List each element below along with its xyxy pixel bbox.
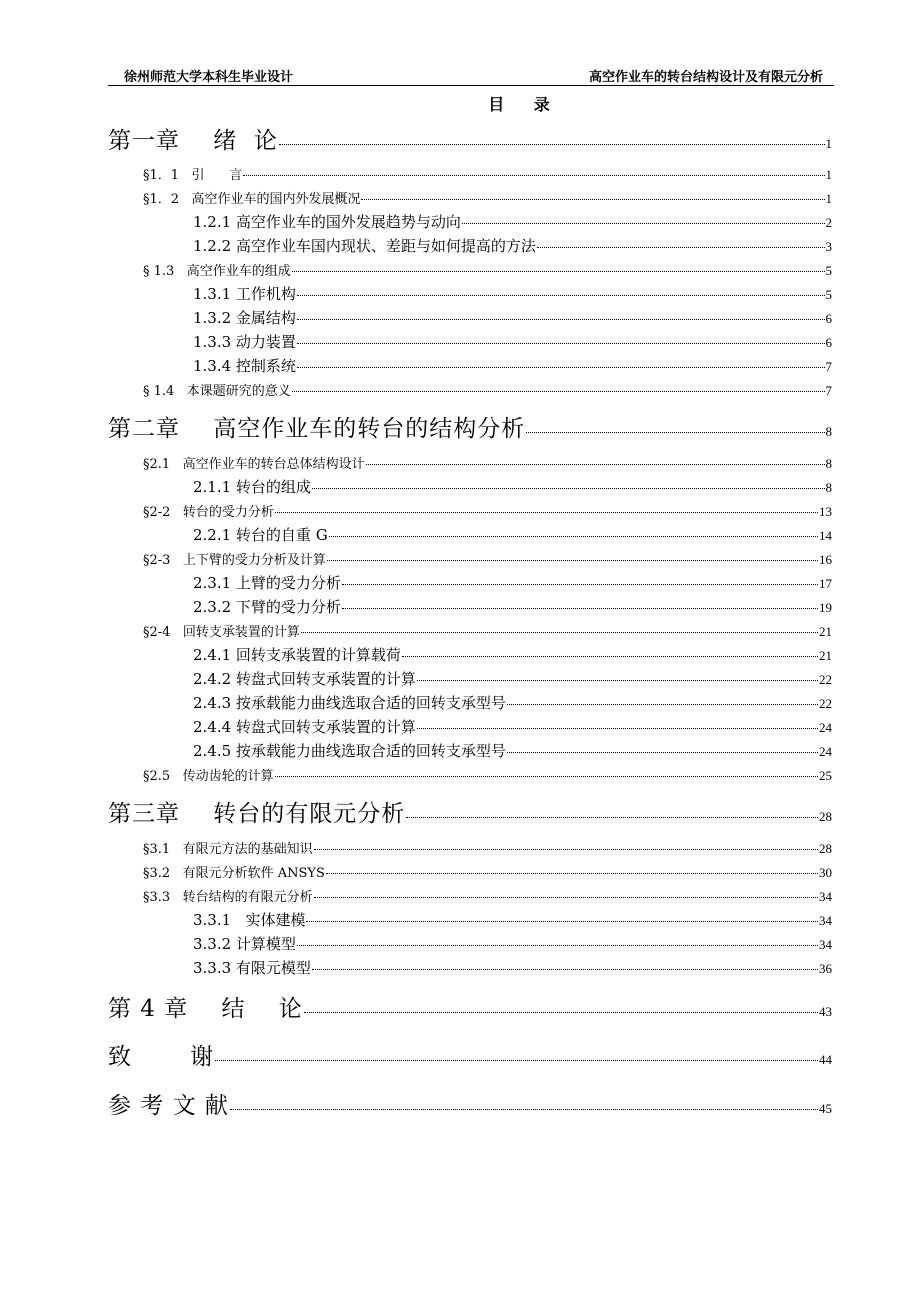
toc-subsection[interactable] — [193, 283, 832, 304]
toc-subsection[interactable] — [193, 476, 832, 497]
dot-leader — [366, 464, 825, 465]
toc-subsection[interactable] — [193, 692, 832, 713]
toc-entry-label: 第三章 转台的有限元分析 — [108, 801, 406, 827]
toc-entry-label: 1.3.4 控制系统 — [193, 357, 296, 375]
dot-leader — [297, 295, 825, 296]
dot-leader — [301, 632, 818, 633]
toc-subsection[interactable] — [193, 211, 832, 232]
toc-page-number: 16 — [819, 552, 832, 567]
dot-leader — [312, 969, 818, 970]
toc-section[interactable] — [143, 164, 832, 183]
dot-leader — [329, 536, 818, 537]
toc-page-number: 13 — [819, 504, 832, 519]
toc-page-number: 45 — [819, 1101, 832, 1116]
toc-subsection[interactable] — [193, 524, 832, 545]
toc-subsection[interactable] — [193, 572, 832, 593]
toc-entry-label: §3.2 有限元分析软件 ANSYS — [143, 866, 325, 881]
toc-page-number: 17 — [819, 576, 832, 591]
dot-leader — [462, 223, 825, 224]
dot-leader — [402, 656, 818, 657]
dot-leader — [417, 680, 818, 681]
toc-subsection[interactable] — [193, 957, 832, 978]
dot-leader — [304, 1012, 818, 1013]
toc-page-number: 8 — [825, 424, 832, 439]
toc-page-number: 24 — [819, 744, 832, 759]
toc-page-number: 1 — [825, 191, 832, 206]
toc-entry-label: §3.1 有限元方法的基础知识 — [143, 842, 313, 857]
toc-entry-label: §2-3 上下臂的受力分析及计算 — [143, 553, 326, 568]
toc-page-number: 22 — [819, 696, 832, 711]
toc-section[interactable] — [143, 188, 832, 207]
toc-subsection[interactable] — [193, 933, 832, 954]
dot-leader — [292, 391, 825, 392]
toc-entry-label: 1.3.3 动力装置 — [193, 333, 296, 351]
toc-section[interactable] — [143, 886, 832, 905]
toc-entry-label: 参 考 文 献 — [108, 1093, 229, 1119]
toc-subsection[interactable] — [193, 668, 832, 689]
toc-entry-label: 第一章 绪 论 — [108, 128, 278, 154]
toc-page-number: 28 — [819, 841, 832, 856]
dot-leader — [215, 1060, 818, 1061]
toc-subsection[interactable] — [193, 596, 832, 617]
dot-leader — [406, 817, 818, 818]
dot-leader — [342, 608, 818, 609]
toc-entry-label: 致 谢 — [108, 1044, 215, 1070]
toc-entry-label: §2-4 回转支承装置的计算 — [143, 625, 300, 640]
header-right-text: 高空作业车的转台结构设计及有限元分析 — [588, 70, 823, 85]
toc-page-number: 8 — [825, 480, 832, 495]
toc-page-number: 8 — [825, 456, 832, 471]
dot-leader — [306, 921, 818, 922]
toc-page-number: 21 — [819, 624, 832, 639]
toc-page-number: 25 — [819, 768, 832, 783]
header-divider — [108, 85, 834, 86]
toc-entry-label: 1.2.1 高空作业车的国外发展趋势与动向 — [193, 213, 461, 231]
toc-subsection[interactable] — [193, 355, 832, 376]
toc-section[interactable] — [143, 453, 832, 472]
toc-page-number: 6 — [825, 311, 832, 326]
dot-leader — [230, 1109, 818, 1110]
dot-leader — [417, 728, 818, 729]
toc-section[interactable] — [143, 260, 832, 279]
toc-chapter-4[interactable] — [108, 990, 832, 1023]
toc-chapter-1[interactable] — [108, 122, 832, 155]
toc-page-number: 14 — [819, 528, 832, 543]
dot-leader — [279, 144, 825, 145]
toc-entry-label: 2.2.1 转台的自重 G — [193, 526, 328, 544]
dot-leader — [297, 945, 818, 946]
toc-page-number: 43 — [819, 1004, 832, 1019]
toc-page-number: 34 — [819, 889, 832, 904]
toc-entry-label: §1．2 高空作业车的国内外发展概况 — [143, 192, 361, 207]
toc-page-number: 5 — [825, 263, 832, 278]
toc-entry-label: 2.4.1 回转支承装置的计算载荷 — [193, 646, 401, 664]
toc-page-number: 34 — [819, 913, 832, 928]
toc-page-number: 44 — [819, 1052, 832, 1067]
toc-entry-label: §3.3 转台结构的有限元分析 — [143, 890, 313, 905]
toc-page-number: 2 — [825, 215, 832, 230]
dot-leader — [312, 488, 825, 489]
dot-leader — [292, 271, 825, 272]
toc-entry-label: 第 4 章 结 论 — [108, 996, 303, 1022]
toc-entry-label: §1．1 引 言 — [143, 168, 243, 183]
toc-entry-label: 1.3.2 金属结构 — [193, 309, 296, 327]
toc-subsection[interactable] — [193, 740, 832, 761]
toc-page-number: 7 — [825, 383, 832, 398]
toc-section[interactable] — [143, 501, 832, 520]
toc-subsection[interactable] — [193, 716, 832, 737]
toc-section[interactable] — [143, 380, 832, 399]
toc-references[interactable] — [108, 1087, 832, 1120]
dot-leader — [507, 704, 818, 705]
toc-page-number: 28 — [819, 809, 832, 824]
toc-entry-label: 1.2.2 高空作业车国内现状、差距与如何提高的方法 — [193, 237, 536, 255]
dot-leader — [275, 776, 818, 777]
dot-leader — [314, 897, 818, 898]
dot-leader — [297, 367, 825, 368]
dot-leader — [537, 247, 825, 248]
toc-subsection[interactable] — [193, 644, 832, 665]
toc-entry-label: 2.4.5 按承载能力曲线选取合适的回转支承型号 — [193, 742, 506, 760]
toc-page-number: 21 — [819, 648, 832, 663]
toc-entry-label: 2.3.2 下臂的受力分析 — [193, 598, 341, 616]
toc-chapter-3[interactable] — [108, 795, 832, 828]
toc-page-number: 1 — [825, 136, 832, 151]
toc-entry-label: 2.1.1 转台的组成 — [193, 478, 311, 496]
toc-section[interactable] — [143, 838, 832, 857]
dot-leader — [314, 849, 818, 850]
toc-entry-label: §2.5 传动齿轮的计算 — [143, 769, 274, 784]
dot-leader — [327, 560, 818, 561]
toc-page-number: 19 — [819, 600, 832, 615]
toc-entry-label: 第二章 高空作业车的转台的结构分析 — [108, 416, 526, 442]
toc-chapter-2[interactable] — [108, 410, 832, 443]
toc-page-number: 36 — [819, 961, 832, 976]
toc-entry-label: 3.3.3 有限元模型 — [193, 959, 311, 977]
toc-page-number: 7 — [825, 359, 832, 374]
toc-section[interactable] — [143, 549, 832, 568]
toc-entry-label: 1.3.1 工作机构 — [193, 285, 296, 303]
toc-page-number: 1 — [825, 167, 832, 182]
toc-entry-label: § 1.4 本课题研究的意义 — [143, 384, 291, 399]
toc-page-number: 34 — [819, 937, 832, 952]
toc-entry-label: 3.3.1 实体建模 — [193, 911, 306, 929]
dot-leader — [342, 584, 818, 585]
toc-entry-label: 3.3.2 计算模型 — [193, 935, 296, 953]
toc-title: 目 录 — [488, 95, 562, 114]
dot-leader — [297, 343, 825, 344]
toc-subsection[interactable] — [193, 909, 832, 930]
toc-entry-label: 2.4.3 按承载能力曲线选取合适的回转支承型号 — [193, 694, 506, 712]
dot-leader — [297, 319, 825, 320]
toc-entry-label: 2.4.4 转盘式回转支承装置的计算 — [193, 718, 416, 736]
toc-page-number: 3 — [825, 239, 832, 254]
toc-entry-label: §2.1 高空作业车的转台总体结构设计 — [143, 457, 365, 472]
dot-leader — [275, 512, 818, 513]
toc-page-number: 6 — [825, 335, 832, 350]
toc-subsection[interactable] — [193, 331, 832, 352]
toc-acknowledgements[interactable] — [108, 1038, 832, 1071]
dot-leader — [507, 752, 818, 753]
toc-subsection[interactable] — [193, 235, 832, 256]
dot-leader — [361, 199, 824, 200]
toc-entry-label: 2.3.1 上臂的受力分析 — [193, 574, 341, 592]
header-left-text: 徐州师范大学本科生毕业设计 — [124, 70, 294, 85]
toc-section[interactable] — [143, 765, 832, 784]
toc-entry-label: §2-2 转台的受力分析 — [143, 505, 274, 520]
toc-section[interactable] — [143, 621, 832, 640]
toc-page-number: 24 — [819, 720, 832, 735]
toc-subsection[interactable] — [193, 307, 832, 328]
toc-entry-label: 2.4.2 转盘式回转支承装置的计算 — [193, 670, 416, 688]
dot-leader — [326, 873, 818, 874]
toc-page-number: 22 — [819, 672, 832, 687]
toc-section[interactable] — [143, 862, 832, 881]
toc-entry-label: § 1.3 高空作业车的组成 — [143, 264, 291, 279]
toc-page-number: 30 — [819, 865, 832, 880]
toc-page-number: 5 — [825, 287, 832, 302]
dot-leader — [526, 432, 824, 433]
dot-leader — [243, 175, 824, 176]
